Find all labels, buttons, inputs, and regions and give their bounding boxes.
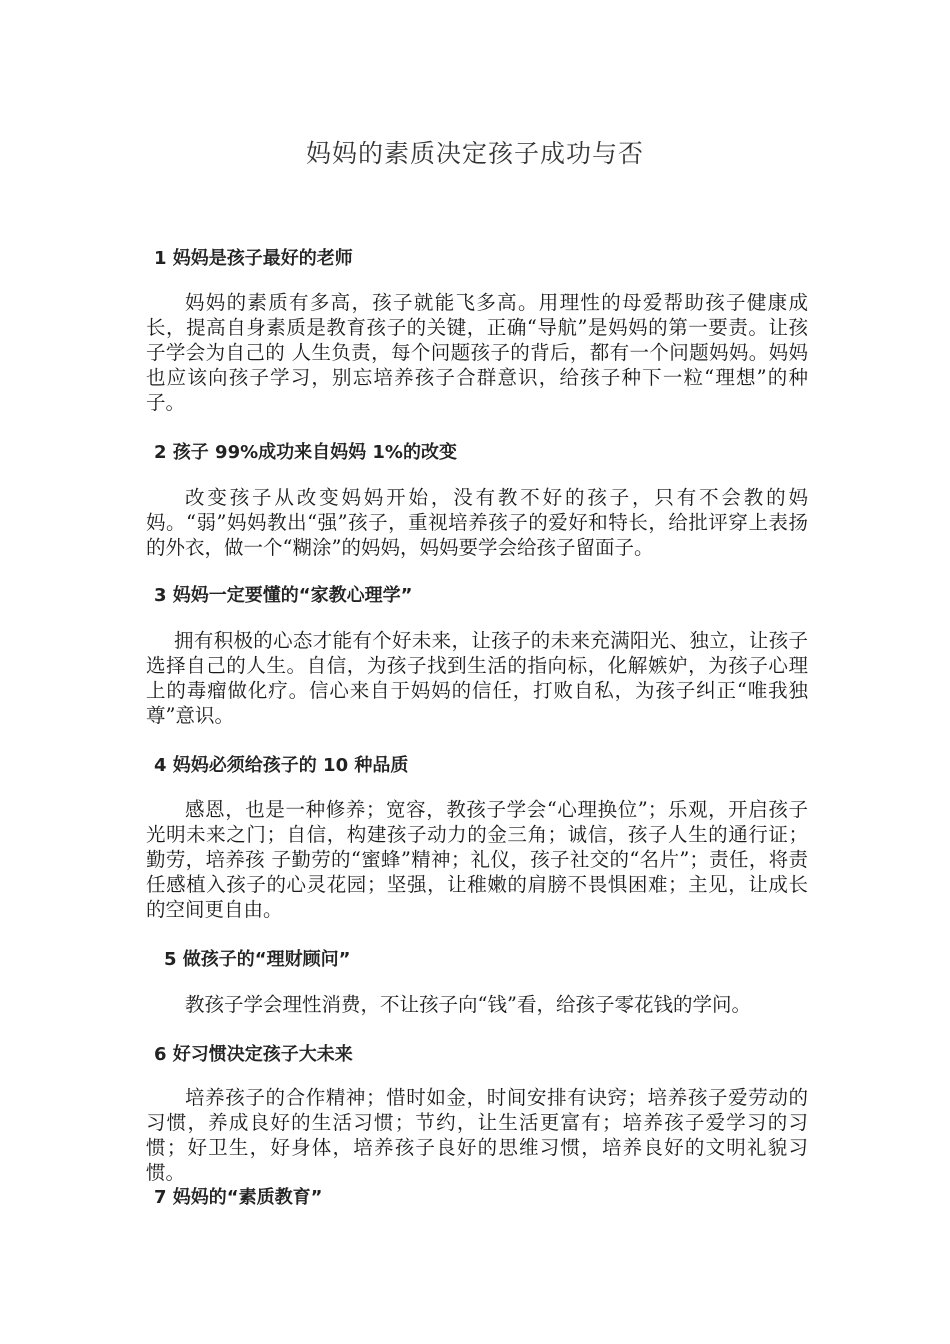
section-heading-6: 6 好习惯决定孩子大未来 <box>154 1044 353 1065</box>
section-body-4: 感恩，也是一种修养；宽容，教孩子学会“心理换位”；乐观，开启孩子光明未来之门；自信，构建孩子动力的金三角；诚信，孩子人生的通行证；勤劳，培养孩 子勤劳的“蜜蜂”精神；礼仪，孩子社交的“名片”；责任，将责任感植入孩子的心灵花园；坚强，让稚嫩的肩膀不畏惧困难；主见，让成长的空间更自由。 <box>146 798 808 921</box>
section-body-6: 培养孩子的合作精神；惜时如金，时间安排有诀窍；培养孩子爱劳动的习惯，养成良好的生活习惯；节约，让生活更富有；培养孩子爱学习的习惯；好卫生，好身体，培养孩子良好的思维习惯，培养良好的文明礼貌习惯。 <box>146 1086 808 1184</box>
section-body-5: 教孩子学会理性消费，不让孩子向“钱”看，给孩子零花钱的学问。 <box>185 993 751 1016</box>
section-heading-3: 3 妈妈一定要懂的“家教心理学” <box>154 585 413 606</box>
section-heading-5: 5 做孩子的“理财顾问” <box>164 949 351 970</box>
section-body-2: 改变孩子从改变妈妈开始，没有教不好的孩子，只有不会教的妈妈。“弱”妈妈教出“强”孩子，重视培养孩子的爱好和特长，给批评穿上表扬的外衣，做一个“糊涂”的妈妈，妈妈要学会给孩子留面子。 <box>146 486 808 559</box>
page-title: 妈妈的素质决定孩子成功与否 <box>305 139 644 168</box>
section-heading-2: 2 孩子 99%成功来自妈妈 1%的改变 <box>154 442 457 463</box>
section-body-1: 妈妈的素质有多高，孩子就能飞多高。用理性的母爱帮助孩子健康成长，提高自身素质是教育孩子的关键，正确“导航”是妈妈的第一要责。让孩子学会为自己的 人生负责，每个问题孩子的背后，都有一个问题妈妈。妈妈也应该向孩子学习，别忘培养孩子合群意识，给孩子种下一粒“理想”的种子。 <box>146 291 808 414</box>
section-heading-4: 4 妈妈必须给孩子的 10 种品质 <box>154 755 409 776</box>
section-heading-7: 7 妈妈的“素质教育” <box>154 1187 323 1208</box>
section-heading-1: 1 妈妈是孩子最好的老师 <box>154 248 353 269</box>
section-body-3: 拥有积极的心态才能有个好未来，让孩子的未来充满阳光、独立，让孩子选择自己的人生。自信，为孩子找到生活的指向标，化解嫉妒，为孩子心理上的毒瘤做化疗。信心来自于妈妈的信任，打败自私，为孩子纠正“唯我独尊”意识。 <box>146 629 808 727</box>
